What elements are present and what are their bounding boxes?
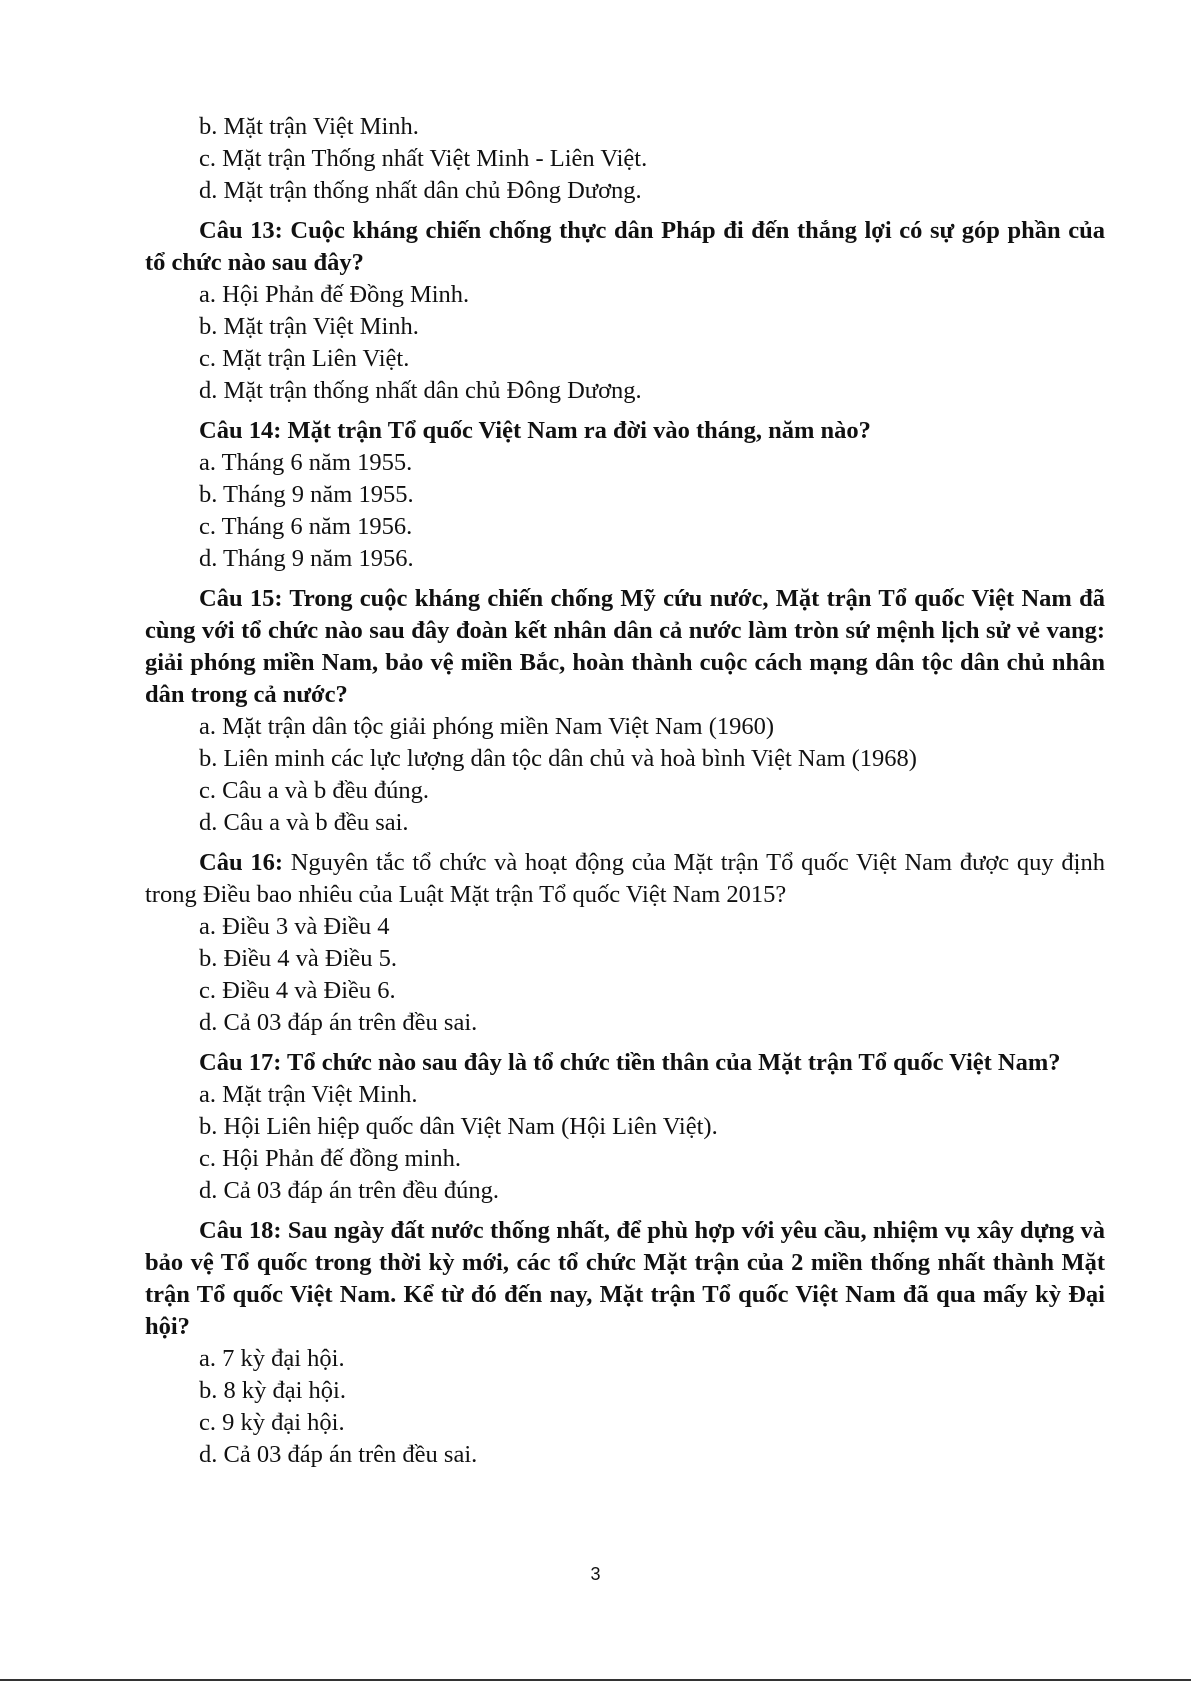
option-d: d. Cả 03 đáp án trên đều sai. <box>199 1441 478 1468</box>
question-text: Câu 15: Trong cuộc kháng chiến chống Mỹ cứu nước, Mặt trận Tổ quốc Việt Nam đã cùng với tổ chức nào sau đây đoàn kết nhân dân cả nước làm tròn sứ mệnh lịch sử vẻ vang: giải phóng miền Nam, bảo vệ miền Bắc, hoàn thành cuộc cách mạng dân tộc dân chủ nhân dân trong cả nước? <box>145 585 1105 708</box>
bottom-divider <box>0 1679 1191 1681</box>
question-text: Câu 13: Cuộc kháng chiến chống thực dân Pháp đi đến thắng lợi có sự góp phần của tổ chức nào sau đây? <box>145 217 1105 276</box>
option-b: b. Tháng 9 năm 1955. <box>199 481 414 508</box>
option-b: b. Điều 4 và Điều 5. <box>199 945 397 972</box>
page-number: 3 <box>590 1564 601 1584</box>
option-c: c. Điều 4 và Điều 6. <box>199 977 396 1004</box>
option-c: c. Mặt trận Liên Việt. <box>199 345 410 372</box>
option-d: d. Mặt trận thống nhất dân chủ Đông Dương. <box>199 177 642 204</box>
option-c: c. Tháng 6 năm 1956. <box>199 513 413 540</box>
option-a: a. Mặt trận Việt Minh. <box>199 1081 418 1108</box>
question-15 <box>145 583 1105 839</box>
carryover-options <box>145 111 1105 207</box>
option-a: a. 7 kỳ đại hội. <box>199 1345 345 1372</box>
option-c: c. Câu a và b đều đúng. <box>199 777 429 804</box>
option-d: d. Cả 03 đáp án trên đều sai. <box>199 1009 478 1036</box>
option-a: a. Tháng 6 năm 1955. <box>199 449 413 476</box>
option-c: c. 9 kỳ đại hội. <box>199 1409 345 1436</box>
question-17 <box>145 1047 1105 1207</box>
question-18 <box>145 1215 1105 1471</box>
option-d: d. Câu a và b đều sai. <box>199 809 409 836</box>
option-c: c. Hội Phản đế đồng minh. <box>199 1145 461 1172</box>
option-b: b. Liên minh các lực lượng dân tộc dân chủ và hoà bình Việt Nam (1968) <box>199 745 917 772</box>
option-a: a. Điều 3 và Điều 4 <box>199 913 390 940</box>
question-text: Câu 18: Sau ngày đất nước thống nhất, để phù hợp với yêu cầu, nhiệm vụ xây dựng và bảo vệ Tổ quốc trong thời kỳ mới, các tổ chức Mặt trận của 2 miền thống nhất thành Mặt trận Tổ quốc Việt Nam. Kể từ đó đến nay, Mặt trận Tổ quốc Việt Nam đã qua mấy kỳ Đại hội? <box>145 1217 1105 1340</box>
question-text: Câu 17: Tổ chức nào sau đây là tổ chức tiền thân của Mặt trận Tổ quốc Việt Nam? <box>199 1049 1061 1076</box>
question-label: Câu 16: <box>199 849 283 876</box>
option-a: a. Mặt trận dân tộc giải phóng miền Nam Việt Nam (1960) <box>199 713 775 740</box>
option-c: c. Mặt trận Thống nhất Việt Minh - Liên Việt. <box>199 145 648 172</box>
option-d: d. Cả 03 đáp án trên đều đúng. <box>199 1177 500 1204</box>
option-d: d. Tháng 9 năm 1956. <box>199 545 414 572</box>
question-text: Câu 14: Mặt trận Tổ quốc Việt Nam ra đời vào tháng, năm nào? <box>199 417 871 444</box>
option-b: b. Hội Liên hiệp quốc dân Việt Nam (Hội Liên Việt). <box>199 1113 718 1140</box>
question-14 <box>145 415 1105 575</box>
question-body: Nguyên tắc tổ chức và hoạt động của Mặt trận Tổ quốc Việt Nam được quy định trong Điều bao nhiêu của Luật Mặt trận Tổ quốc Việt Nam 2015? <box>145 849 1105 908</box>
option-d: d. Mặt trận thống nhất dân chủ Đông Dương. <box>199 377 642 404</box>
option-a: a. Hội Phản đế Đồng Minh. <box>199 281 470 308</box>
page-content <box>145 111 1105 1471</box>
question-13 <box>145 215 1105 407</box>
option-b: b. Mặt trận Việt Minh. <box>199 313 419 340</box>
question-16 <box>145 847 1105 1039</box>
question-text <box>145 847 1105 911</box>
option-b: b. 8 kỳ đại hội. <box>199 1377 346 1404</box>
option-b: b. Mặt trận Việt Minh. <box>199 113 419 140</box>
